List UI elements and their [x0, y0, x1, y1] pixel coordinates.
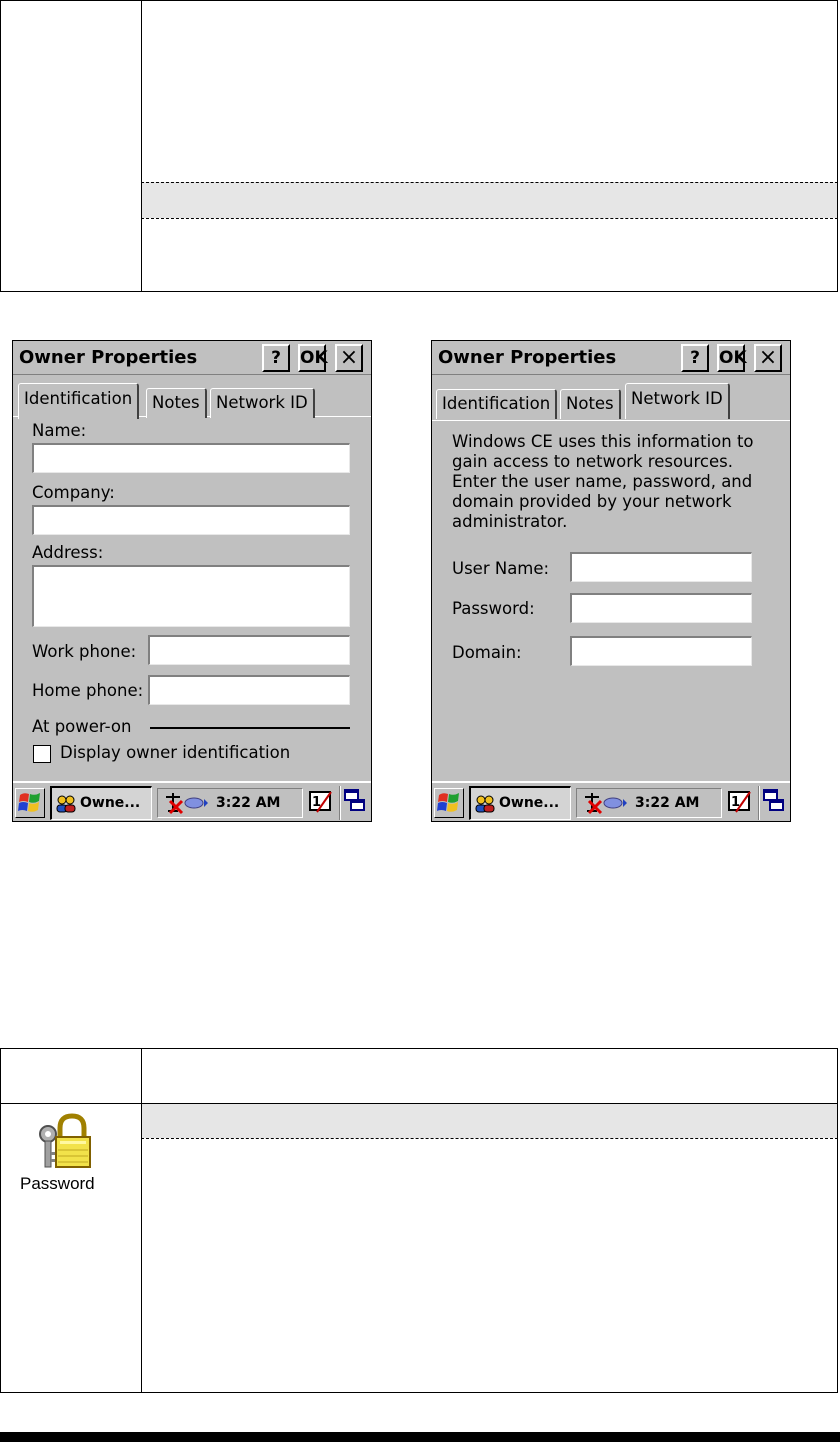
address-label: Address: — [32, 543, 104, 562]
clock[interactable]: 3:22 AM — [635, 795, 700, 811]
help-button[interactable]: ? — [681, 344, 709, 372]
bottom-table-highlight-row — [142, 1104, 837, 1138]
close-button[interactable]: × — [754, 344, 782, 372]
connection-icon — [184, 793, 210, 813]
network-id-description: Windows CE uses this information to gain access to network resources. Enter the user name, password, and domain provided by your network administrator. — [452, 432, 754, 531]
work-phone-input[interactable] — [148, 635, 350, 665]
tab-identification[interactable]: Identification — [436, 389, 557, 419]
bottom-table-row-divider — [141, 1138, 838, 1139]
bottom-table-column-divider — [141, 1048, 142, 1393]
company-label: Company: — [32, 483, 115, 502]
windows-cascade-icon — [762, 788, 786, 814]
task-button-label: Owne... — [80, 795, 141, 811]
network-disconnected-icon — [581, 791, 603, 815]
svg-text:1: 1 — [312, 795, 322, 810]
windows-flag-icon — [17, 790, 43, 816]
start-button[interactable] — [434, 788, 464, 818]
windows-flag-icon — [436, 790, 462, 816]
tray-separator — [758, 786, 760, 820]
password-applet[interactable] — [14, 1112, 114, 1208]
power-on-group-line — [150, 727, 350, 729]
top-table-column-divider — [141, 0, 142, 292]
name-input[interactable] — [32, 443, 350, 473]
top-table-row-divider — [141, 218, 838, 219]
top-table — [0, 0, 838, 292]
task-button-owner[interactable] — [469, 786, 571, 820]
tray-separator — [339, 786, 341, 820]
domain-label: Domain: — [452, 643, 522, 662]
start-button[interactable] — [15, 788, 45, 818]
owner-properties-dialog-network-id — [431, 340, 791, 822]
page-footer-bar — [0, 1432, 840, 1442]
top-table-row-divider — [141, 0, 838, 1]
top-table-row-divider — [141, 182, 838, 183]
password-applet-label: Password — [20, 1174, 95, 1193]
display-owner-label: Display owner identification — [60, 743, 291, 762]
help-button[interactable]: ? — [262, 344, 290, 372]
user-name-input[interactable] — [570, 552, 752, 582]
dialog-title: Owner Properties — [438, 347, 617, 368]
user-name-label: User Name: — [452, 559, 550, 578]
password-input[interactable] — [570, 593, 752, 623]
taskbar — [432, 781, 790, 821]
windows-cascade-icon — [343, 788, 367, 814]
clock[interactable]: 3:22 AM — [216, 795, 281, 811]
ok-button[interactable]: OK — [298, 344, 326, 372]
owner-properties-dialog-identification — [12, 340, 372, 822]
domain-input[interactable] — [570, 636, 752, 666]
input-panel-icon — [307, 788, 335, 816]
input-panel-icon — [726, 788, 754, 816]
ok-button[interactable]: OK — [717, 344, 745, 372]
desktop-button[interactable] — [762, 788, 788, 818]
task-button-label: Owne... — [499, 795, 560, 811]
bottom-table — [0, 1048, 838, 1393]
task-button-owner[interactable] — [50, 786, 152, 820]
tab-identification[interactable]: Identification — [18, 383, 139, 419]
tab-panel-edge — [432, 420, 790, 421]
network-disconnected-icon — [162, 791, 184, 815]
address-input[interactable] — [32, 565, 350, 627]
name-label: Name: — [32, 421, 87, 440]
display-owner-checkbox[interactable] — [33, 745, 51, 763]
system-tray — [576, 788, 722, 818]
password-lock-icon — [34, 1112, 98, 1174]
dialog-title: Owner Properties — [19, 347, 198, 368]
input-panel-button[interactable] — [307, 788, 337, 818]
company-input[interactable] — [32, 505, 350, 535]
users-icon — [474, 794, 496, 814]
system-tray — [157, 788, 303, 818]
taskbar — [13, 781, 371, 821]
title-bar — [432, 341, 790, 375]
title-bar — [13, 341, 371, 375]
input-panel-button[interactable] — [726, 788, 756, 818]
connection-icon — [603, 793, 629, 813]
work-phone-label: Work phone: — [32, 642, 137, 661]
svg-text:1: 1 — [731, 795, 741, 810]
tab-network-id[interactable]: Network ID — [625, 383, 730, 419]
password-label: Password: — [452, 599, 535, 618]
home-phone-input[interactable] — [148, 675, 350, 705]
tab-notes[interactable]: Notes — [146, 388, 207, 418]
tab-notes[interactable]: Notes — [560, 389, 621, 419]
home-phone-label: Home phone: — [32, 681, 144, 700]
tab-network-id[interactable]: Network ID — [210, 388, 315, 418]
close-button[interactable]: × — [335, 344, 363, 372]
desktop-button[interactable] — [343, 788, 369, 818]
top-table-highlight-row — [142, 182, 837, 218]
users-icon — [55, 794, 77, 814]
power-on-label: At power-on — [32, 717, 132, 736]
